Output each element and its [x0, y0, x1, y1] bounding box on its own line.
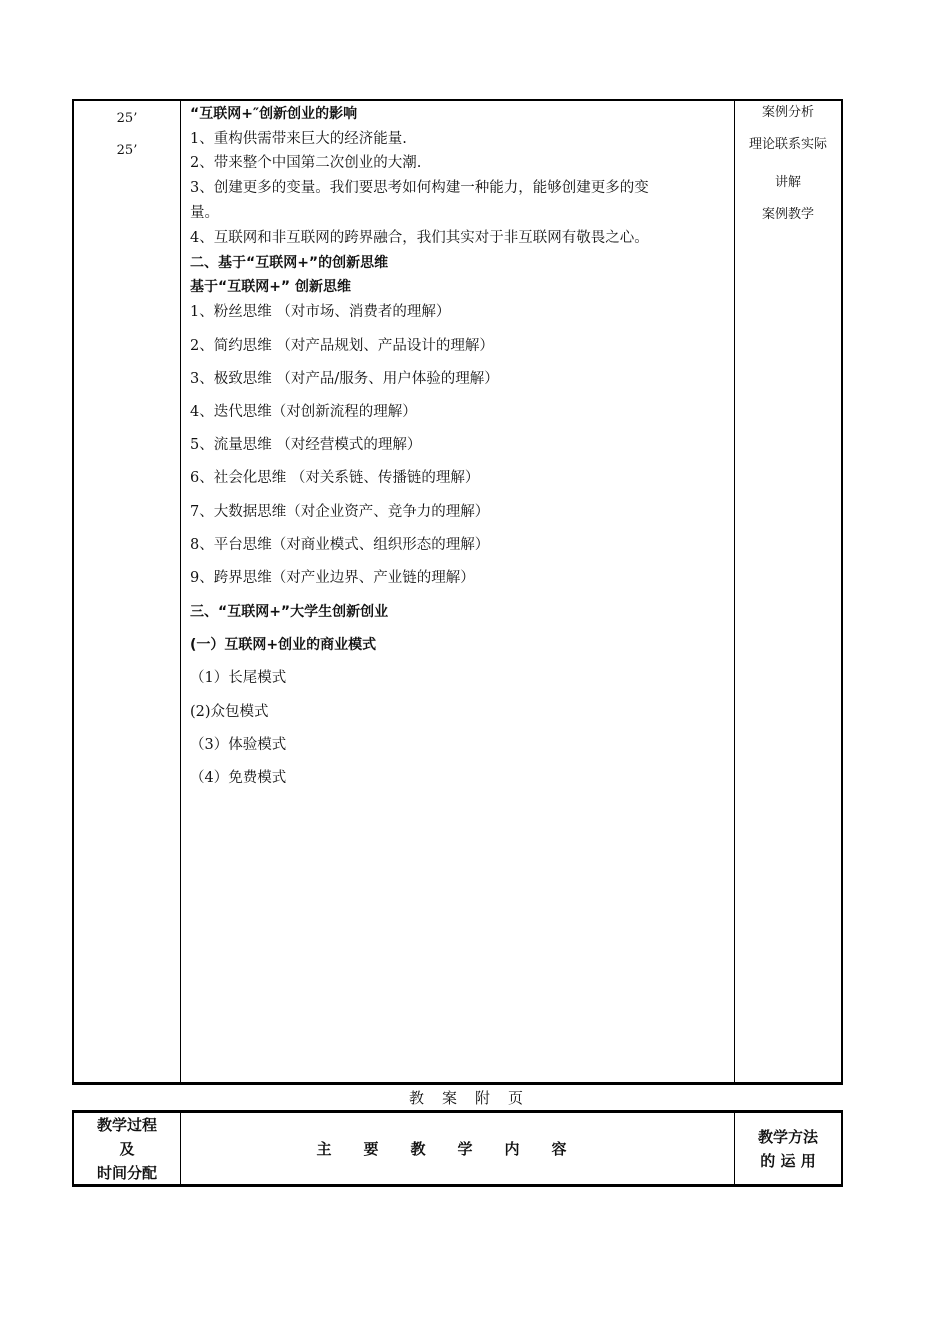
- header-text: 教学方法: [757, 1127, 818, 1146]
- lesson-plan-table: [72, 99, 843, 1085]
- content-line: 9、跨界思维（对产业边界、产业链的理解）: [190, 570, 475, 586]
- content-line: 二、基于“互联网+”的创新思维: [190, 255, 389, 271]
- header-text: 及: [119, 1139, 135, 1158]
- method-entry: 理论联系实际: [748, 137, 827, 152]
- content-line: (一）互联网+创业的商业模式: [190, 637, 377, 653]
- content-line: 量。: [190, 205, 219, 221]
- content-line: 7、大数据思维（对企业资产、竞争力的理解）: [190, 504, 490, 520]
- content-line: 5、流量思维 （对经营模式的理解）: [190, 437, 422, 453]
- content-line: 3、极致思维 （对产品/服务、用户体验的理解）: [190, 371, 499, 387]
- time-allocation-column: [74, 103, 180, 167]
- content-line: 1、粉丝思维 （对市场、消费者的理解）: [190, 304, 451, 320]
- method-entry: 案例分析: [761, 105, 814, 120]
- header-main-content: 主要教学内容: [316, 1140, 599, 1158]
- content-line: 基于“互联网+” 创新思维: [190, 279, 352, 295]
- content-line: 6、社会化思维 （对关系链、传播链的理解）: [190, 470, 480, 486]
- content-line: “互联网+″创新创业的影响: [190, 106, 358, 122]
- content-line: 8、平台思维（对商业模式、组织形态的理解）: [190, 537, 490, 553]
- attachment-title: 教案附页: [408, 1089, 541, 1107]
- content-line: 3、创建更多的变量。我们要思考如何构建一种能力，能够创建更多的变: [190, 180, 649, 196]
- content-line: （4）免费模式: [190, 770, 287, 786]
- content-line: 4、迭代思维（对创新流程的理解）: [190, 404, 417, 420]
- method-entry: 讲解: [774, 175, 801, 190]
- time-entry: 25’: [116, 111, 138, 126]
- content-line: 三、“互联网+”大学生创新创业: [190, 604, 389, 620]
- header-text: 的 运 用: [760, 1151, 816, 1170]
- time-entry: 25’: [116, 143, 138, 158]
- column-divider: [734, 101, 735, 1082]
- content-line: (2)众包模式: [190, 704, 269, 720]
- content-line: 2、简约思维 （对产品规划、产品设计的理解）: [190, 338, 494, 354]
- method-entry: 案例教学: [761, 207, 814, 222]
- header-method: [735, 1113, 841, 1184]
- content-line: 4、互联网和非互联网的跨界融合，我们其实对于非互联网有敬畏之心。: [190, 230, 649, 246]
- content-line: （3）体验模式: [190, 737, 287, 753]
- header-text: 教学过程: [96, 1115, 157, 1134]
- header-text: 时间分配: [96, 1163, 157, 1182]
- header-table: [72, 1110, 843, 1187]
- content-line: （1）长尾模式: [190, 670, 287, 686]
- header-process-time: [74, 1113, 180, 1184]
- column-divider: [180, 101, 181, 1082]
- content-line: 2、带来整个中国第二次创业的大潮.: [190, 155, 422, 171]
- content-line: 1、重构供需带来巨大的经济能量.: [190, 131, 407, 147]
